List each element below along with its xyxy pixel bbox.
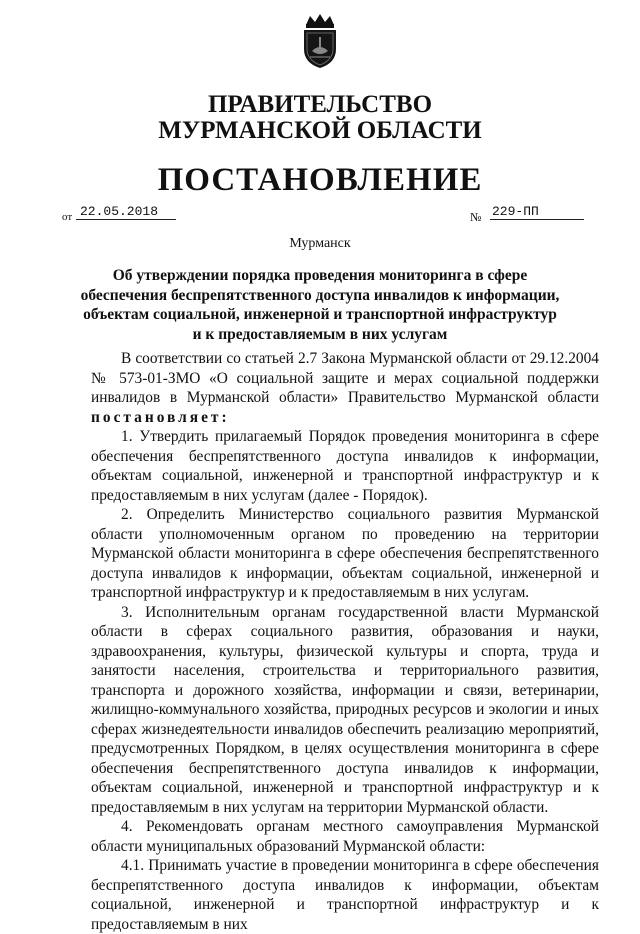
heading-line: обеспечения беспрепятственного доступа инвалидов к информации, — [80, 286, 560, 304]
heading-line: и к предоставляемым в них услугам — [192, 325, 448, 343]
date-prefix: от — [62, 211, 73, 223]
org-name-line1: ПРАВИТЕЛЬСТВО — [207, 91, 433, 118]
org-name-line2: МУРМАНСКОЙ ОБЛАСТИ — [158, 117, 482, 144]
paragraph-4: 4. Рекомендовать органам местного самоуправления Мурманской области муниципальных образований Мурманской области: — [91, 818, 599, 855]
preamble-text: В соответствии со статьей 2.7 Закона Мурманской области от 29.12.2004 № 573-01-ЗМО «О социальной защите и мерах социальной поддержки инвалидов в Мурманской области» Правительство Мурманской области — [91, 350, 599, 406]
paragraph-4-1: 4.1. Принимать участие в проведении мониторинга в сфере обеспечения беспрепятственного доступа инвалидов к информации, объектам социальной, инженерной и транспортной инфраструктур и к предоставляемым в них — [91, 857, 599, 933]
paragraph-3: 3. Исполнительным органам государственной власти Мурманской области в сферах социального развития, образования и науки, здравоохранения, культуры, физической культуры и спорта, труда и занятости населения, строительства и территориального развития, транспорта и дорожного хозяйства, информации и связи, ветеринарии, жилищно-коммунального хозяйства, природных ресурсов и экологии и иных сферах жизнедеятельности инвалидов обеспечить реализацию мероприятий, предусмотренных Порядком, в целях осуществления мониторинга в сфере обеспечения беспрепятственного доступа инвалидов к информации, объектам социальной, инженерной и транспортной инфраструктур и к предоставляемым в них услугам на территории Мурманской области. — [91, 603, 599, 816]
heading-line: объектам социальной, инженерной и транспортной инфраструктур — [83, 306, 557, 323]
document-date: 22.05.2018 — [76, 204, 176, 220]
document-body — [91, 349, 599, 934]
heading-line: Об утверждении порядка проведения мониторинга в сфере — [112, 267, 528, 284]
number-prefix: № — [470, 210, 482, 224]
paragraph-1: 1. Утвердить прилагаемый Порядок проведения мониторинга в сфере обеспечения беспрепятственного доступа инвалидов к информации, объектам социальной, инженерной и транспортной инфраструктур и к предоставляемым в них услугам (далее - Порядок). — [91, 428, 599, 504]
paragraph-2: 2. Определить Министерство социального развития Мурманской области уполномоченным органом по проведению на территории Мурманской области мониторинга в сфере обеспечения беспрепятственного доступа инвалидов к информации, объектам социальной, инженерной и транспортной инфраструктур и к предоставляемым в них услугам. — [91, 506, 599, 601]
decree-word: постановляет: — [91, 408, 230, 426]
coat-of-arms-icon — [298, 13, 342, 69]
preamble-paragraph — [91, 349, 599, 427]
document-number: 229-ПП — [490, 204, 584, 220]
document-heading — [80, 266, 560, 344]
city: Мурманск — [289, 236, 351, 251]
document-type: ПОСТАНОВЛЕНИЕ — [157, 162, 483, 198]
